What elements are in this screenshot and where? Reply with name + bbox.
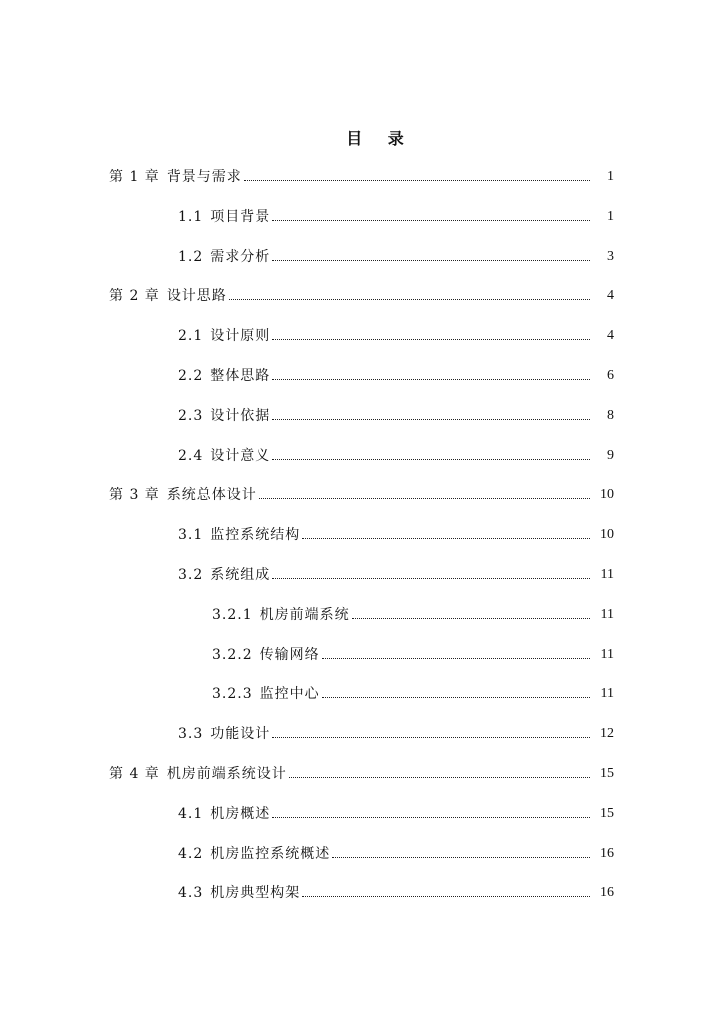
toc-entry-text: 设计思路 [166, 288, 227, 305]
toc-dot-leader [272, 244, 590, 261]
toc-entry-label [178, 365, 270, 387]
toc-entry-text: 设计依据 [210, 407, 271, 424]
toc-page-number: 11 [600, 566, 614, 582]
toc-page-number: 10 [600, 527, 614, 543]
toc-entry-label [178, 524, 300, 546]
toc-entry-label [178, 843, 330, 865]
toc-page-number: 11 [600, 686, 614, 702]
toc-entry-number: 第 3 章 [109, 487, 160, 504]
toc-dot-leader [272, 562, 590, 579]
toc-entry-number: 2.4 [178, 447, 204, 464]
toc-entry[interactable] [0, 405, 724, 445]
toc-dot-leader [229, 283, 590, 300]
toc-entry-text: 机房概述 [210, 805, 271, 822]
toc-dot-leader [244, 164, 590, 181]
toc-page-number: 1 [607, 169, 614, 184]
toc-entry-label [109, 166, 242, 188]
toc-entry-label [178, 445, 270, 467]
toc-entry-label [109, 285, 227, 307]
toc-entry-text: 系统组成 [210, 566, 271, 583]
toc-entry[interactable] [0, 763, 724, 803]
toc-page-number: 12 [600, 726, 614, 742]
toc-entry-text: 监控系统结构 [210, 527, 301, 544]
toc-entry-number: 2.1 [178, 328, 204, 345]
toc-dot-leader [322, 642, 590, 659]
toc-entry-label [178, 723, 270, 745]
toc-entry-label [178, 206, 270, 228]
toc-entry[interactable] [0, 803, 724, 843]
toc-entry-number: 3.2 [178, 566, 204, 583]
toc-entry[interactable] [0, 206, 724, 246]
toc-entry-number: 3.2.3 [212, 686, 253, 703]
toc-entry-gap [160, 487, 167, 503]
toc-entry-number: 1.1 [178, 208, 204, 225]
toc-dot-leader [272, 403, 590, 420]
toc-page-number: 15 [600, 765, 614, 781]
toc-page-number: 15 [600, 805, 614, 821]
toc-page-number: 11 [600, 606, 614, 622]
toc-page-number: 1 [607, 208, 614, 224]
toc-entry-number: 2.3 [178, 407, 204, 424]
toc-entry[interactable] [0, 604, 724, 644]
toc-entry[interactable] [0, 524, 724, 564]
toc-entry[interactable] [0, 445, 724, 485]
toc-entry-label [178, 325, 270, 347]
toc-page-number: 10 [600, 487, 614, 503]
toc-dot-leader [289, 761, 590, 778]
toc-entry-text: 整体思路 [210, 367, 271, 384]
toc-entry-text: 机房监控系统概述 [210, 845, 331, 862]
toc-entry-text: 设计意义 [210, 447, 271, 464]
toc-entry-label [109, 763, 287, 785]
toc-entry[interactable] [0, 246, 724, 286]
toc-entry-label [178, 803, 270, 825]
toc-entry[interactable] [0, 723, 724, 763]
toc-entry-text: 需求分析 [210, 248, 271, 265]
toc-entry[interactable] [0, 166, 724, 206]
toc-entry-gap [253, 686, 260, 702]
toc-dot-leader [322, 681, 590, 698]
toc-entry-gap [160, 766, 167, 782]
toc-page-number: 4 [607, 328, 614, 344]
toc-list [0, 166, 724, 922]
toc-entry-number: 第 2 章 [109, 288, 160, 305]
toc-entry-number: 3.2.2 [212, 646, 253, 663]
toc-entry-number: 3.2.1 [212, 606, 253, 623]
toc-page-number: 16 [600, 885, 614, 901]
toc-entry[interactable] [0, 484, 724, 524]
toc-entry-text: 功能设计 [210, 726, 271, 743]
toc-entry[interactable] [0, 564, 724, 604]
toc-dot-leader [302, 522, 590, 539]
toc-page-number: 16 [600, 845, 614, 861]
toc-dot-leader [272, 204, 590, 221]
toc-entry-gap [160, 288, 167, 304]
toc-dot-leader [332, 841, 590, 858]
toc-entry-number: 4.3 [178, 885, 204, 902]
toc-entry-text: 机房前端系统设计 [166, 765, 287, 782]
toc-entry[interactable] [0, 285, 724, 325]
toc-entry[interactable] [0, 325, 724, 365]
toc-page-number: 8 [607, 407, 614, 423]
toc-page-number: 4 [607, 288, 614, 304]
toc-entry-label [212, 604, 350, 626]
toc-entry-number: 第 4 章 [109, 765, 160, 782]
toc-dot-leader [272, 801, 590, 818]
toc-dot-leader [302, 880, 590, 897]
toc-entry-text: 监控中心 [259, 686, 320, 703]
toc-entry-text: 传输网络 [259, 646, 320, 663]
toc-entry-number: 2.2 [178, 367, 204, 384]
toc-entry-text: 机房典型构架 [210, 885, 301, 902]
toc-dot-leader [272, 323, 590, 340]
toc-entry-text: 设计原则 [210, 328, 271, 345]
toc-entry-label [212, 644, 320, 666]
toc-entry-number: 4.2 [178, 845, 204, 862]
toc-entry-label [109, 484, 257, 506]
toc-dot-leader [352, 602, 590, 619]
toc-entry-label [178, 564, 270, 586]
toc-dot-leader [259, 482, 590, 499]
toc-entry-label [212, 683, 320, 705]
toc-entry[interactable] [0, 843, 724, 883]
toc-entry-gap [253, 607, 260, 623]
toc-entry-number: 1.2 [178, 248, 204, 265]
toc-entry-number: 第 1 章 [109, 169, 160, 185]
toc-entry[interactable] [0, 882, 724, 922]
toc-entry-label [178, 405, 270, 427]
toc-entry-text: 系统总体设计 [166, 487, 257, 504]
toc-entry-text: 背景与需求 [166, 169, 242, 185]
toc-entry-text: 机房前端系统 [259, 606, 350, 623]
toc-entry-number: 3.1 [178, 527, 204, 544]
toc-entry-gap [253, 647, 260, 663]
toc-entry[interactable] [0, 365, 724, 405]
toc-dot-leader [272, 443, 590, 460]
toc-entry[interactable] [0, 683, 724, 723]
toc-entry-number: 3.3 [178, 726, 204, 743]
toc-entry[interactable] [0, 644, 724, 684]
toc-page-number: 6 [607, 367, 614, 383]
toc-page-number: 3 [607, 248, 614, 264]
toc-page-number: 11 [600, 646, 614, 662]
toc-title: 目 录 [346, 129, 414, 148]
toc-entry-gap [160, 169, 167, 185]
toc-entry-label [178, 882, 300, 904]
toc-dot-leader [272, 721, 590, 738]
toc-page-number: 9 [607, 447, 614, 463]
toc-entry-label [178, 246, 270, 268]
toc-entry-text: 项目背景 [210, 208, 271, 225]
toc-dot-leader [272, 363, 590, 380]
toc-entry-number: 4.1 [178, 805, 204, 822]
